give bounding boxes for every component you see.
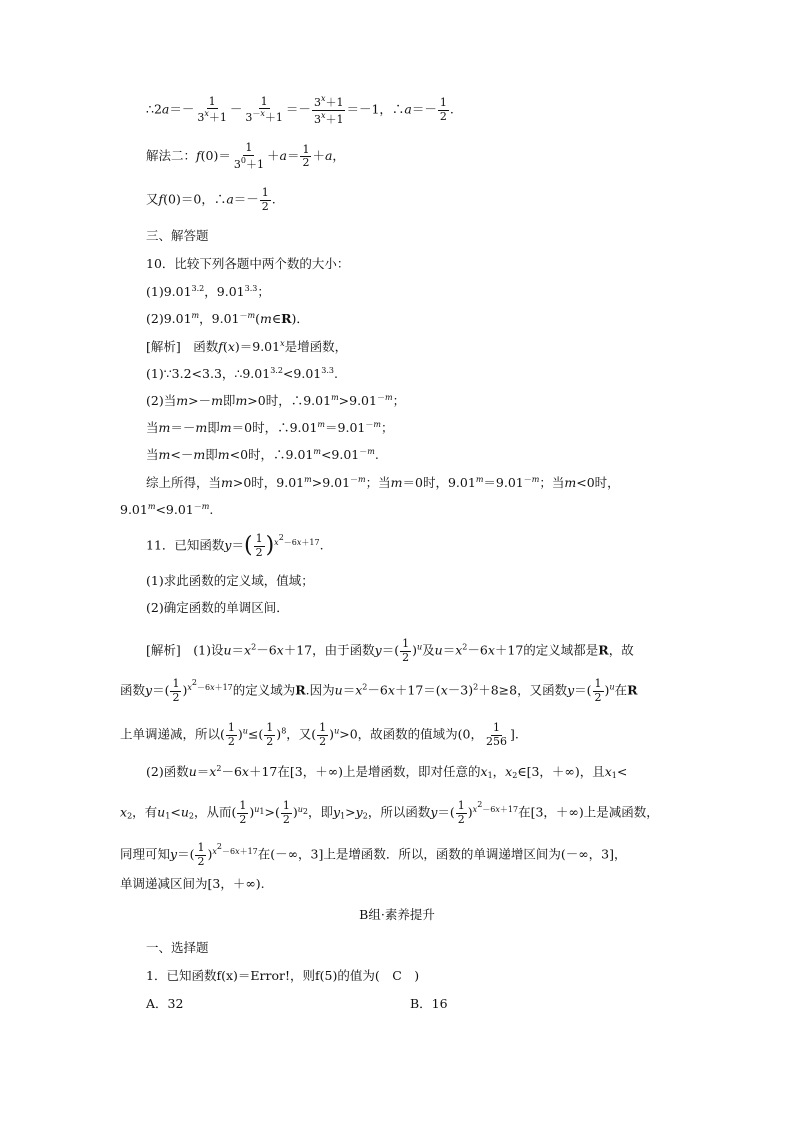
answer-11-line-4: (2)函数$u=x^2-6x+17$在[3，＋∞)上是增函数，即对任意的$x_1$，$x_2\in[3$，＋∞)，且$x_1<$	[146, 764, 628, 780]
solution-line-1: ∴2a＝－ $\frac{1}{3^x+1}$ － $\frac{1}{3^{-x}+1}$ ＝－ $\frac{3^x+1}{3^x+1}$ ＝－1，∴a＝－ $\frac{1}{2}$ .	[146, 94, 454, 126]
answer-11-line-3: 上单调递减，所以( $\frac{1}{2}$ )$^u$≤( $\frac{1}{2}$ )$^8$，又( $\frac{1}{2}$ )$^u$>0，故函数的值域为(0， $\frac{1}{256}$ ].	[120, 721, 519, 748]
question-10-part-2: (2)9.01$^m$，$9.01^{-m}(m\in R)$．	[146, 311, 309, 326]
question-11-part-1: (1)求此函数的定义域，值域；	[146, 573, 314, 588]
answer-11-line-1: [解析] (1)设$u=x^2-6x+17$，由于函数y＝( $\frac{1}{2}$ )$^u$及$u=x^2-6x+17$的定义域都是R，故	[146, 637, 634, 664]
question-10-title: 10．比较下列各题中两个数的大小：	[146, 256, 350, 271]
answer-10-part-1: (1)∵3.2<3.3，$\therefore 9.01^{3.2}<9.01^{3.3}$.	[146, 366, 338, 381]
solution-method-2-line: 解法二：f(0)＝ $\frac{1}{3^0+1}$ ＋a＝ $\frac{1}{2}$ ＋a，	[146, 141, 345, 171]
solution-line-3: 又f(0)＝0，∴a＝－ $\frac{1}{2}$ .	[146, 186, 276, 213]
option-a: A．32	[146, 996, 184, 1011]
analysis-tag: [解析]	[146, 339, 181, 354]
answer-10-case-3: 当m<－m即m<0时，$\therefore 9.01^m<9.01^{-m}$.	[146, 447, 379, 462]
question-11-part-2: (2)确定函数的单调区间．	[146, 600, 289, 615]
group-b-heading: B组·素养提升	[359, 907, 435, 922]
question-11-title: 11．已知函数y＝( $\frac{1}{2}$ )$^{x^2-6x+17}$.	[146, 532, 324, 559]
question-10-part-1: $(1)9.01^{3.2}$，$9.01^{3.3}$；	[146, 284, 270, 299]
answer-10-summary: 综上所得，当m>0时，$9.01^m>9.01^{-m}$；当m＝0时，$9.01^m=9.01^{-m}$；当m<0时，	[146, 475, 620, 490]
answer-10-case-1: (2)当m>－m即m>0时，$\therefore 9.01^m>9.01^{-m}$；	[146, 393, 406, 408]
answer-10-case-2: 当m＝－m即m＝0时，$\therefore 9.01^m=9.01^{-m}$；	[146, 420, 394, 435]
answer-11-line-2: 函数y＝( $\frac{1}{2}$ )$^{x^2-6x+17}$的定义域为R.因为$u=x^2-6x+17=(x-3)^2+8\ge 8$，又函数y＝( $\frac{1}{2}$ )$^u$在R	[120, 677, 638, 704]
answer-10-summary-cont: $9.01^m<9.01^{-m}$.	[120, 502, 214, 517]
section-heading-answer-questions: 三、解答题	[146, 228, 209, 243]
answer-11-line-6: 同理可知y＝( $\frac{1}{2}$ )$^{x^2-6x+17}$在(－∞，3]上是增函数．所以，函数的单调递增区间为(－∞，3]，	[120, 841, 627, 868]
answer-11-line-7: 单调递减区间为[3，＋∞).	[120, 876, 265, 891]
answer-11-line-5: $x_2$，有$u_1<u_2$，从而( $\frac{1}{2}$ )$^{u_1}$>( $\frac{1}{2}$ )$^{u_2}$，即$y_1>y_2$，所以函数y＝( $\frac{1}{2}$ )$^{x^2-6x+17}$在[3，＋∞)上是减函数，	[120, 799, 659, 826]
option-b: B．16	[410, 996, 448, 1011]
answer-10-intro: [解析] 函数$f(x)=9.01^x$是增函数，	[146, 339, 348, 354]
section-heading-choice: 一、选择题	[146, 940, 209, 955]
question-1-title: 1．已知函数f(x)＝Error!，则f(5)的值为( C )	[146, 968, 420, 983]
